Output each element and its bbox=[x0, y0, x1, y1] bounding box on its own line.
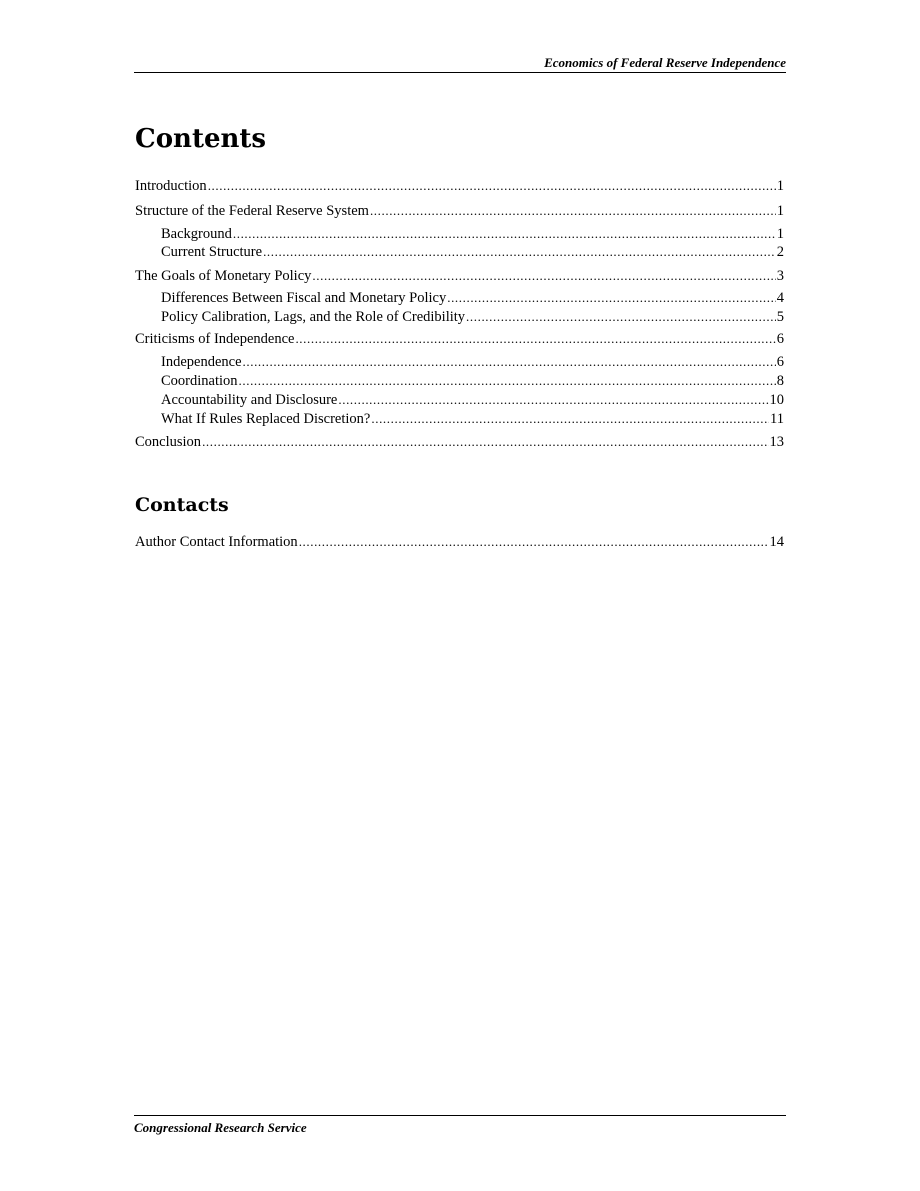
toc-entry-current-structure[interactable] bbox=[161, 243, 784, 261]
toc-label: Differences Between Fiscal and Monetary Policy bbox=[161, 290, 447, 306]
toc-leader-dots bbox=[447, 289, 776, 307]
toc-leader-dots bbox=[295, 330, 775, 348]
toc-page-number: 8 bbox=[776, 373, 784, 389]
toc-entry-fiscal-monetary[interactable] bbox=[161, 289, 784, 307]
contents-heading: Contents bbox=[135, 124, 267, 154]
contacts-heading: Contacts bbox=[135, 494, 229, 516]
toc-leader-dots bbox=[299, 533, 769, 551]
toc-leader-dots bbox=[243, 353, 776, 371]
toc-leader-dots bbox=[466, 308, 776, 326]
toc-page-number: 6 bbox=[776, 354, 784, 370]
toc-entry-background[interactable] bbox=[161, 225, 784, 243]
toc-leader-dots bbox=[312, 267, 775, 285]
running-header: Economics of Federal Reserve Independence bbox=[134, 55, 786, 73]
toc-leader-dots bbox=[233, 225, 776, 243]
toc-page-number: 14 bbox=[769, 534, 784, 550]
toc-leader-dots bbox=[263, 243, 776, 261]
toc-page-number: 1 bbox=[776, 178, 784, 194]
toc-page-number: 1 bbox=[776, 203, 784, 219]
toc-page-number: 11 bbox=[770, 411, 784, 427]
toc-label: Policy Calibration, Lags, and the Role of Credibility bbox=[161, 309, 466, 325]
toc-label: Criticisms of Independence bbox=[135, 331, 295, 347]
toc-entry-policy-calibration[interactable] bbox=[161, 308, 784, 326]
toc-label: What If Rules Replaced Discretion? bbox=[161, 411, 371, 427]
toc-page-number: 13 bbox=[769, 434, 784, 450]
toc-label: The Goals of Monetary Policy bbox=[135, 268, 312, 284]
toc-entry-conclusion[interactable] bbox=[135, 433, 784, 451]
toc-entry-structure[interactable] bbox=[135, 202, 784, 220]
toc-page-number: 5 bbox=[776, 309, 784, 325]
toc-label: Introduction bbox=[135, 178, 207, 194]
toc-label: Author Contact Information bbox=[135, 534, 298, 550]
toc-entry-goals[interactable] bbox=[135, 267, 784, 285]
toc-page-number: 10 bbox=[769, 392, 784, 408]
toc-label: Independence bbox=[161, 354, 242, 370]
toc-page-number: 1 bbox=[776, 226, 784, 242]
toc-label: Accountability and Disclosure bbox=[161, 392, 338, 408]
toc-label: Conclusion bbox=[135, 434, 202, 450]
toc-entry-rules-discretion[interactable] bbox=[161, 410, 784, 428]
toc-label: Coordination bbox=[161, 373, 238, 389]
toc-entry-independence[interactable] bbox=[161, 353, 784, 371]
toc-page-number: 3 bbox=[776, 268, 784, 284]
toc-label: Background bbox=[161, 226, 232, 242]
toc-leader-dots bbox=[202, 433, 768, 451]
toc-entry-author-contact[interactable] bbox=[135, 533, 784, 551]
toc-entry-coordination[interactable] bbox=[161, 372, 784, 390]
toc-page-number: 2 bbox=[776, 244, 784, 260]
toc-label: Structure of the Federal Reserve System bbox=[135, 203, 369, 219]
toc-leader-dots bbox=[239, 372, 776, 390]
toc-entry-introduction[interactable] bbox=[135, 177, 784, 195]
toc-page-number: 6 bbox=[776, 331, 784, 347]
toc-leader-dots bbox=[338, 391, 768, 409]
page-footer: Congressional Research Service bbox=[134, 1115, 786, 1136]
toc-leader-dots bbox=[208, 177, 776, 195]
toc-leader-dots bbox=[371, 410, 769, 428]
toc-leader-dots bbox=[370, 202, 776, 220]
toc-page-number: 4 bbox=[776, 290, 784, 306]
toc-label: Current Structure bbox=[161, 244, 263, 260]
toc-entry-accountability[interactable] bbox=[161, 391, 784, 409]
toc-entry-criticisms[interactable] bbox=[135, 330, 784, 348]
